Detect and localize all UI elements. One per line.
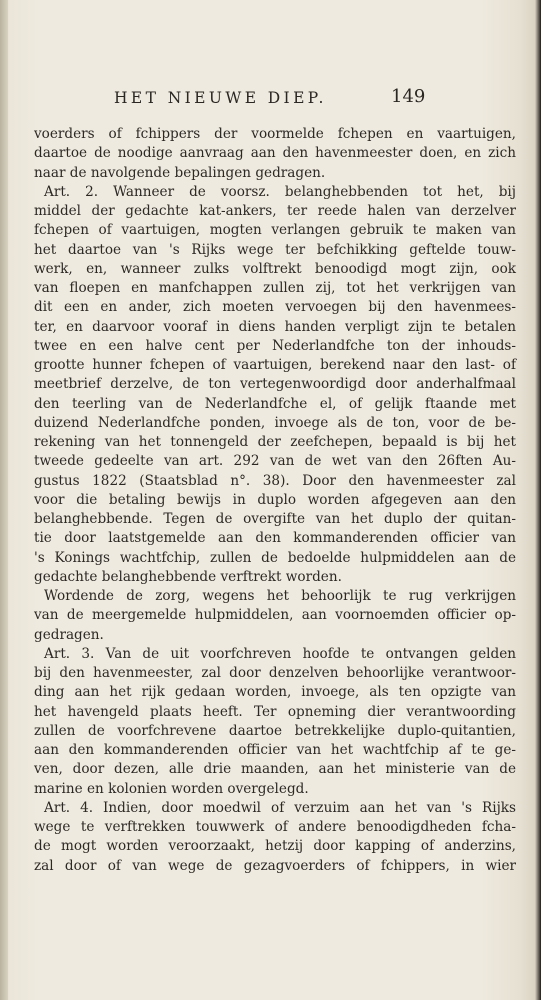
text-line: tweede gedeelte van art. 292 van de wet van den 26ften Au- xyxy=(34,453,516,470)
text-line: den teerling van de Nederlandfche el, of gelijk ftaande met xyxy=(34,395,516,412)
text-line: middel der gedachte kat-ankers, ter reede halen van derzelver xyxy=(34,203,516,219)
text-line: ding aan het rijk gedaan worden, invoege, als ten opzigte van xyxy=(34,684,516,701)
text-line: Art. 2. Wanneer de voorsz. belanghebbenden tot het, bij xyxy=(44,183,516,200)
text-line: grootte hunner fchepen of vaartuigen, berekend naar den last- of xyxy=(34,357,516,373)
text-line: duizend Nederlandfche ponden, invoege als de ton, voor de be- xyxy=(34,414,516,431)
text-line: Art. 3. Van de uit voorfchreven hoofde te ontvangen gelden xyxy=(44,645,516,662)
text-line: meetbrief derzelve, de ton vertegenwoordigd door anderhalfmaal xyxy=(34,376,516,393)
text-line: werk, en, wanneer zulks volftrekt benoodigd mogt zijn, ook xyxy=(34,260,516,277)
text-line: voor die betaling bewijs in duplo worden afgegeven aan den xyxy=(34,491,516,508)
text-line: daartoe de noodige aanvraag aan den havenmeester doen, en zich xyxy=(34,145,516,162)
text-line: naar de navolgende bepalingen gedragen. xyxy=(34,164,326,181)
text-line: de mogt worden veroorzaakt, hetzij door kapping of anderzins, xyxy=(34,838,516,855)
text-line: wege te verftrekken touwwerk of andere benoodigdheden fcha- xyxy=(34,819,516,835)
text-line: rekening van het tonnengeld der zeefchepen, bepaald is bij het xyxy=(34,434,516,450)
text-line: ter, en daarvoor vooraf in diens handen verpligt zijn te betalen xyxy=(34,318,516,335)
text-line: gedragen. xyxy=(34,626,104,643)
text-line: van de meergemelde hulpmiddelen, aan voornoemden officier op- xyxy=(34,607,516,624)
running-head: HET NIEUWE DIEP. xyxy=(114,89,327,107)
text-line: twee en een halve cent per Nederlandfche ton der inhouds- xyxy=(34,337,516,354)
text-line: bij den havenmeester, zal door denzelven behoorlijke verantwoor- xyxy=(34,665,516,681)
text-line: zal door of van wege de gezagvoerders of fchippers, in wier xyxy=(34,857,516,874)
text-line: van floepen en manfchappen zullen zij, tot het verkrijgen van xyxy=(34,280,516,296)
text-line: tie door laatstgemelde aan den kommanderenden officier van xyxy=(34,530,516,547)
text-line: gustus 1822 (Staatsblad n°. 38). Door den havenmeester zal xyxy=(34,472,516,489)
text-line: 's Konings wachtfchip, zullen de bedoelde hulpmiddelen aan de xyxy=(34,549,516,566)
text-line: Wordende de zorg, wegens het behoorlijk te rug verkrijgen xyxy=(44,588,516,604)
text-line: aan den kommanderenden officier van het wachtfchip af te ge- xyxy=(34,742,516,758)
text-line: ven, door dezen, alle drie maanden, aan het ministerie van de xyxy=(34,761,516,778)
text-line: het daartoe van 's Rijks wege ter befchikking geftelde touw- xyxy=(34,241,516,258)
page-edge-shadow xyxy=(535,0,541,1000)
text-line: gedachte belanghebbende verftrekt worden. xyxy=(34,568,342,585)
text-line: voerders of fchippers der voormelde fchepen en vaartuigen, xyxy=(34,126,516,142)
page-number: 149 xyxy=(391,86,426,107)
text-line: het havengeld plaats heeft. Ter opneming dier verantwoording xyxy=(34,703,516,720)
page-gutter-shadow xyxy=(0,0,8,1000)
text-line: belanghebbende. Tegen de overgifte van het duplo der quitan- xyxy=(34,511,516,527)
text-line: Art. 4. Indien, door moedwil of verzuim aan het van 's Rijks xyxy=(44,799,516,816)
text-line: fchepen of vaartuigen, mogten verlangen gebruik te maken van xyxy=(34,222,516,239)
text-line: marine en kolonien worden overgelegd. xyxy=(34,780,309,797)
text-line: dit een en ander, zich moeten vervoegen bij den havenmees- xyxy=(34,299,516,316)
body-text xyxy=(34,125,516,876)
text-line: zullen de voorfchrevene daartoe betrekkelijke duplo-quitantien, xyxy=(34,722,516,739)
